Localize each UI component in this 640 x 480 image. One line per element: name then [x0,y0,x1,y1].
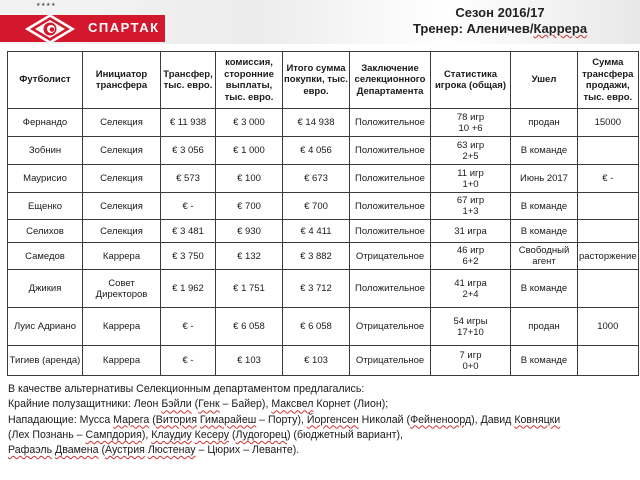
player-name: Кесеру [194,428,229,441]
cell-stats [431,193,511,220]
cell-player: Тигиев (аренда) [8,346,83,376]
cell-verdict: Положительное [350,270,431,308]
cell-verdict: Отрицательное [350,308,431,346]
col-header-left: Ушел [511,52,578,109]
cell-transfer: € 1 962 [161,270,216,308]
text-fragment: – Порту), [256,413,307,426]
stats-games: 67 игр [456,195,485,206]
cell-transfer: € - [161,308,216,346]
stats-goals: 2+5 [462,150,479,162]
text-fragment: Корнет (Лион); [313,398,389,411]
stats-goals: 10 +6 [458,122,483,134]
coach-surname: Каррера [533,21,588,36]
cell-commission: € 100 [216,165,283,193]
cell-verdict: Положительное [350,165,431,193]
cell-left: продан [511,109,578,137]
cell-initiator: Каррера [83,243,161,270]
stats-goals: 1+3 [462,206,479,217]
stats-games: 7 игр [459,349,482,361]
text-fragment: (Лех Познань – [8,428,86,441]
table-row [8,346,639,376]
cell-total: € 14 938 [283,109,350,137]
cell-verdict: Положительное [350,220,431,243]
cell-initiator: Каррера [83,346,161,376]
table-row [8,270,639,308]
stats-games: 46 игр [456,245,485,256]
col-header-sale: Сумма трансфера продажи, тыс. евро. [578,52,639,109]
cell-commission: € 3 000 [216,109,283,137]
cell-verdict: Положительное [350,109,431,137]
cell-commission: € 1 000 [216,137,283,165]
table-row [8,308,639,346]
player-name: Максвел [271,398,314,411]
cell-player: Фернандо [8,109,83,137]
text-fragment: ( [149,413,156,426]
player-name: Йоргенсен [306,413,359,426]
club-name-text: Витория [155,413,197,426]
text-fragment: ( [98,444,106,457]
cell-transfer: € 11 938 [161,109,216,137]
cell-left: В команде [511,137,578,165]
table-row [8,220,639,243]
table-row [8,165,639,193]
player-name: Бэйли [161,398,192,411]
cell-total: € 3 882 [283,243,350,270]
notes-intro: В качестве альтернативы Селекционным департаментом предлагались: [8,383,365,395]
stats-games: 41 игра [454,277,487,289]
cell-sale: расторжение [578,243,639,270]
col-header-total: Итого сумма покупки, тыс. евро. [283,52,350,109]
cell-left: В команде [511,193,578,220]
table-row [8,193,639,220]
coach-line [400,21,600,37]
cell-player: Ещенко [8,193,83,220]
cell-total: € 3 712 [283,270,350,308]
alternatives-notes [8,382,633,458]
text-fragment: Николай ( [358,413,411,426]
stats-games: 11 игр [457,167,484,179]
cell-player: Зобнин [8,137,83,165]
club-name-text: Люстенау [147,444,196,457]
cell-initiator: Селекция [83,220,161,243]
col-header-initiator: Инициатор трансфера [83,52,161,109]
cell-sale [578,193,639,220]
transfers-table [7,51,639,376]
cell-verdict: Отрицательное [350,243,431,270]
club-name-text: Сампдория [85,428,142,441]
col-header-stats: Статистика игрока (общая) [431,52,511,109]
text-fragment: – Байер), [219,398,272,411]
notes-line-5 [8,443,633,458]
cell-player: Джикия [8,270,83,308]
cell-initiator: Селекция [83,109,161,137]
cell-commission: € 103 [216,346,283,376]
cell-initiator: Селекция [83,193,161,220]
cell-stats [431,220,511,243]
cell-total: € 673 [283,165,350,193]
cell-player: Селихов [8,220,83,243]
table-row [8,109,639,137]
cell-verdict: Положительное [350,137,431,165]
cell-commission: € 6 058 [216,308,283,346]
cell-initiator: Каррера [83,308,161,346]
notes-line-4 [8,428,633,443]
cell-left: Свободный агент [511,243,578,270]
season-title: Сезон 2016/17 [455,5,545,20]
cell-total: € 700 [283,193,350,220]
cell-transfer: € 3 056 [161,137,216,165]
cell-transfer: € 3 750 [161,243,216,270]
stats-games: 63 игр [456,139,485,151]
cell-transfer: € - [161,346,216,376]
cell-total: € 103 [283,346,350,376]
cell-sale: € - [578,165,639,193]
season-info [400,5,600,37]
notes-forwards [8,413,633,428]
cell-total: € 6 058 [283,308,350,346]
stats-goals: 1+0 [462,178,479,190]
cell-stats [431,165,511,193]
stats-games: 31 игра [454,225,487,237]
cell-player: Самедов [8,243,83,270]
cell-sale [578,220,639,243]
cell-left: продан [511,308,578,346]
cell-total: € 4 056 [283,137,350,165]
stats-goals: 2+4 [462,288,479,300]
cell-stats [431,243,511,270]
cell-left: В команде [511,346,578,376]
cell-initiator: Селекция [83,137,161,165]
col-header-player: Футболист [8,52,83,109]
table-row [8,137,639,165]
cell-commission: € 1 751 [216,270,283,308]
text-fragment: – Цюрих – Леванте). [195,444,300,457]
cell-sale [578,270,639,308]
coach-label: Тренер: Аленичев/ [412,21,534,36]
cell-initiator: Совет Директоров [83,270,161,308]
player-name: Ковняцки [514,413,561,426]
club-name-text: Аустрия [105,444,145,457]
cell-commission: € 930 [216,220,283,243]
col-header-commission: комиссия, сторонние выплаты, тыс. евро. [216,52,283,109]
table-row [8,243,639,270]
cell-initiator: Селекция [83,165,161,193]
cell-verdict: Отрицательное [350,346,431,376]
cell-left: Июнь 2017 [511,165,578,193]
text-fragment: ( [191,398,199,411]
player-name: Двамена [55,444,99,457]
cell-sale [578,346,639,376]
club-name-text: Генк [198,398,220,411]
cell-stats [431,346,511,376]
stats-games: 54 игры [453,315,488,327]
logo-top-area [0,0,135,14]
player-name: Марега [113,413,150,426]
cell-commission: € 132 [216,243,283,270]
cell-transfer: € 573 [161,165,216,193]
stats-goals: 6+2 [462,256,479,267]
cell-left: В команде [511,220,578,243]
table-header-row [8,52,639,109]
col-header-transfer: Трансфер, тыс. евро. [161,52,216,109]
stats-goals: 17+10 [457,326,484,338]
cell-total: € 4 411 [283,220,350,243]
player-name: Рафаэль [8,444,53,457]
cell-transfer: € - [161,193,216,220]
cell-player: Луис Адриано [8,308,83,346]
cell-verdict: Положительное [350,193,431,220]
cell-sale: 1000 [578,308,639,346]
text-fragment: ), [141,428,152,441]
text-fragment: ) (бюджетный вариант), [286,428,403,441]
cell-stats [431,308,511,346]
text-fragment: ), Давид [471,413,515,426]
cell-stats [431,137,511,165]
club-name-text: Гимарайеш [199,413,257,426]
cell-sale [578,137,639,165]
cell-commission: € 700 [216,193,283,220]
cell-stats [431,270,511,308]
forwards-label: Нападающие: Мусса [8,413,114,426]
notes-wingers [8,397,633,412]
cell-player: Маурисио [8,165,83,193]
wingers-label: Крайние полузащитники: Леон [8,398,162,411]
spartak-diamond-logo-icon [24,13,76,45]
col-header-verdict: Заключение селекционного Департамента [350,52,431,109]
club-name-text: Лудогорец [235,428,287,441]
club-stars: ★★★★ [36,2,56,8]
player-name: Клаудиу [151,428,192,441]
cell-transfer: € 3 481 [161,220,216,243]
club-name-text: Фейненоорд [410,413,472,426]
club-name: СПАРТАК [88,20,160,35]
cell-sale: 15000 [578,109,639,137]
cell-stats [431,109,511,137]
stats-games: 78 игр [456,111,485,123]
text-fragment: ( [229,428,236,441]
stats-goals: 0+0 [462,360,479,372]
cell-left: В команде [511,270,578,308]
